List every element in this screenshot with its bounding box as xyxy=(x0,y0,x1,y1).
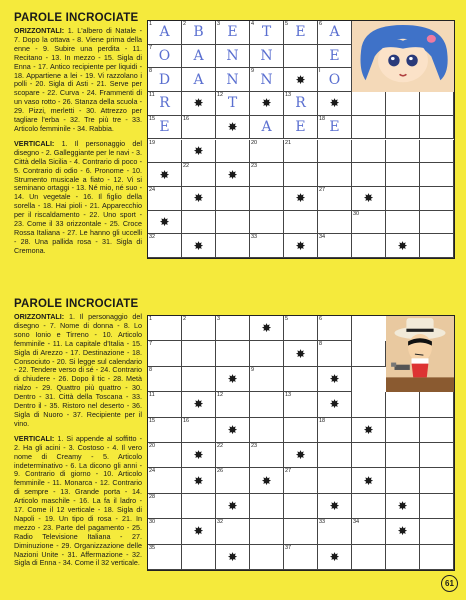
clue-number: 34 xyxy=(319,234,326,241)
handwritten-letter: N xyxy=(226,48,239,65)
black-star-icon: ✸ xyxy=(227,422,238,437)
clue-number: 28 xyxy=(149,493,156,500)
grid-cell[interactable] xyxy=(148,519,182,544)
grid-cell[interactable] xyxy=(318,418,352,443)
grid-cell[interactable] xyxy=(250,341,284,366)
grid-cell[interactable] xyxy=(386,187,420,211)
grid-cell[interactable] xyxy=(284,519,318,544)
grid-cell[interactable] xyxy=(386,545,420,570)
clue-number: 11 xyxy=(149,92,155,99)
grid-cell[interactable] xyxy=(250,418,284,443)
grid-cell xyxy=(216,545,250,570)
across-heading: ORIZZONTALI: xyxy=(14,312,65,321)
grid-cell[interactable] xyxy=(318,341,352,366)
clue-number: 26 xyxy=(217,468,224,475)
grid-cell xyxy=(352,418,386,443)
clue-number: 13 xyxy=(285,92,292,99)
grid-cell[interactable] xyxy=(216,211,250,235)
grid-cell[interactable] xyxy=(216,21,250,45)
handwritten-letter: N xyxy=(226,71,239,88)
black-star-icon: ✸ xyxy=(193,397,204,412)
grid-cell[interactable] xyxy=(148,367,182,392)
grid-cell[interactable] xyxy=(386,140,420,164)
grid-cell[interactable] xyxy=(420,187,454,211)
handwritten-letter: R xyxy=(295,95,306,112)
clue-number: 23 xyxy=(251,163,258,170)
grid-cell[interactable] xyxy=(386,468,420,493)
clue-number: 27 xyxy=(285,468,292,475)
grid-cell[interactable] xyxy=(182,116,216,140)
grid-cell xyxy=(386,494,420,519)
grid-cell[interactable] xyxy=(318,116,352,140)
grid-cell xyxy=(182,468,216,493)
grid-cell[interactable] xyxy=(216,392,250,417)
grid-cell[interactable] xyxy=(386,392,420,417)
puzzle-1-clues xyxy=(14,27,142,262)
grid-cell[interactable] xyxy=(148,443,182,468)
grid-cell[interactable] xyxy=(284,116,318,140)
black-star-icon: ✸ xyxy=(397,238,408,253)
clue-number: 9 xyxy=(251,68,255,75)
grid-cell xyxy=(148,211,182,235)
grid-cell[interactable] xyxy=(318,316,352,341)
clue-number: 15 xyxy=(149,115,156,122)
grid-cell[interactable] xyxy=(216,140,250,164)
clue-number: 32 xyxy=(149,234,156,241)
black-star-icon: ✸ xyxy=(329,549,340,564)
grid-cell[interactable] xyxy=(420,519,454,544)
grid-cell[interactable] xyxy=(284,367,318,392)
grid-cell[interactable] xyxy=(250,519,284,544)
grid-cell[interactable] xyxy=(318,519,352,544)
clue-number: I xyxy=(319,68,321,75)
grid-cell xyxy=(182,187,216,211)
grid-cell[interactable] xyxy=(420,443,454,468)
grid-cell xyxy=(352,187,386,211)
grid-cell[interactable] xyxy=(284,545,318,570)
grid-cell[interactable] xyxy=(352,211,386,235)
handwritten-letter: A xyxy=(329,24,340,41)
grid-cell[interactable] xyxy=(386,92,420,116)
grid-cell[interactable] xyxy=(318,45,352,69)
grid-cell[interactable] xyxy=(420,92,454,116)
clue-number: 3 xyxy=(217,316,221,322)
grid-cell[interactable] xyxy=(318,140,352,164)
grid-cell[interactable] xyxy=(420,211,454,235)
grid-cell[interactable] xyxy=(250,187,284,211)
grid-cell[interactable] xyxy=(182,418,216,443)
crossword-grid-1[interactable] xyxy=(147,20,455,259)
grid-cell[interactable] xyxy=(148,45,182,69)
grid-cell[interactable] xyxy=(386,443,420,468)
black-star-icon: ✸ xyxy=(227,498,238,513)
grid-cell[interactable] xyxy=(420,234,454,258)
handwritten-letter: B xyxy=(193,24,204,41)
clue-number: 22 xyxy=(217,443,224,449)
grid-cell[interactable] xyxy=(182,367,216,392)
grid-cell[interactable] xyxy=(182,45,216,69)
grid-cell[interactable] xyxy=(318,468,352,493)
grid-cell[interactable] xyxy=(352,519,386,544)
grid-cell[interactable] xyxy=(352,234,386,258)
clue-number: 22 xyxy=(183,163,190,170)
across-heading: ORIZZONTALI: xyxy=(14,26,65,35)
grid-cell[interactable] xyxy=(250,443,284,468)
clue-number: 34 xyxy=(353,519,360,526)
grid-cell[interactable] xyxy=(386,116,420,140)
grid-cell[interactable] xyxy=(216,68,250,92)
handwritten-letter: N xyxy=(260,48,273,65)
grid-cell[interactable] xyxy=(148,392,182,417)
grid-cell xyxy=(216,418,250,443)
black-star-icon: ✸ xyxy=(363,473,374,488)
grid-cell[interactable] xyxy=(284,45,318,69)
grid-cell[interactable] xyxy=(216,443,250,468)
black-star-icon: ✸ xyxy=(329,498,340,513)
grid-cell[interactable] xyxy=(182,341,216,366)
grid-cell[interactable] xyxy=(420,468,454,493)
grid-cell[interactable] xyxy=(386,211,420,235)
puzzle-2-title: PAROLE INCROCIATE xyxy=(14,298,139,310)
grid-cell[interactable] xyxy=(250,140,284,164)
grid-cell[interactable] xyxy=(284,418,318,443)
clue-number: 5 xyxy=(285,316,289,322)
grid-cell[interactable] xyxy=(250,163,284,187)
grid-cell[interactable] xyxy=(420,140,454,164)
grid-cell[interactable] xyxy=(148,341,182,366)
handwritten-letter: T xyxy=(227,95,238,112)
clue-number: 9 xyxy=(251,366,255,373)
grid-cell xyxy=(318,545,352,570)
handwritten-letter: A xyxy=(261,119,272,136)
down-heading: VERTICALI: xyxy=(14,433,55,443)
grid-cell[interactable] xyxy=(216,468,250,493)
grid-cell xyxy=(318,494,352,519)
grid-cell[interactable] xyxy=(250,211,284,235)
clue-number: 35 xyxy=(149,544,156,551)
grid-cell xyxy=(182,140,216,164)
grid-cell[interactable] xyxy=(250,68,284,92)
grid-cell[interactable] xyxy=(216,341,250,366)
clue-number: 30 xyxy=(353,210,360,217)
grid-cell xyxy=(250,92,284,116)
grid-cell[interactable] xyxy=(352,116,386,140)
clue-number: 37 xyxy=(285,544,292,551)
black-star-icon: ✸ xyxy=(193,238,204,253)
puzzle-2-clues xyxy=(14,313,142,574)
grid-cell[interactable] xyxy=(148,140,182,164)
black-star-icon: ✸ xyxy=(363,191,374,206)
black-star-icon: ✸ xyxy=(261,321,272,336)
black-star-icon: ✸ xyxy=(329,371,340,386)
clue-number: 30 xyxy=(149,519,156,526)
clue-number: 27 xyxy=(319,186,326,193)
lucky-luke-illustration xyxy=(386,316,454,392)
grid-cell[interactable] xyxy=(216,519,250,544)
grid-cell[interactable] xyxy=(352,392,386,417)
grid-cell[interactable] xyxy=(250,545,284,570)
grid-cell xyxy=(182,443,216,468)
clue-number: 8 xyxy=(319,341,323,348)
black-star-icon: ✸ xyxy=(329,397,340,412)
handwritten-letter: E xyxy=(329,119,340,136)
grid-cell[interactable] xyxy=(284,392,318,417)
grid-cell[interactable] xyxy=(284,92,318,116)
grid-cell[interactable] xyxy=(284,140,318,164)
clue-number: 15 xyxy=(149,417,156,424)
clue-number: 33 xyxy=(319,519,326,526)
grid-cell xyxy=(284,443,318,468)
grid-cell[interactable] xyxy=(386,418,420,443)
grid-cell[interactable] xyxy=(216,92,250,116)
clue-number: 20 xyxy=(149,443,156,449)
black-star-icon: ✸ xyxy=(295,448,306,463)
down-clues: 1. Si appende al soffitto - 2. Ha gli acini - 3. Costoso - 4. Il vero nome di Creamy - 5. Articolo indeterminativo - 6. La dicono gli anni - 9. Contrario di giorno - 10. Articolo femminile - 11. Monarca - 12. Contrario di sempre - 13. Grande porta - 14. Articolo maschile - 16. La fa il ladro - 17. Come il 12 verticale - 18. Sigla di Napoli - 19. Un tipo di rosa - 21. In mezzo - 23. Parte del pagamento - 25. Radio Televisione Italiana - 27. Diminuzione - 29. Organizzazione delle Nazioni Unite - 31. Affermazione - 32. Sigla di Enna - 34. Come il 32 verticale. xyxy=(14,433,142,568)
across-clues: 1. L'albero di Natale - 7. Dopo la ottava - 8. Viene prima della enne - 9. Subire una perdita - 11. Recitano - 13. In mezzo - 15. Sigla di Enna - 17. Antico recipiente per liquidi - 18. Appartiene a lei - 19. Vi razzolano i polli - 20. Sigla di Asti - 21. Serve per scopare - 22. Curva - 24. Frammenti di un vaso rotto - 26. Stanza della scuola - 29. Pizzi, merletti - 30. Attrezzo per tagliare l'erba - 32. Tre più tre - 33. Articolo femminile - 34. Rabbia. xyxy=(14,26,142,133)
grid-cell[interactable] xyxy=(250,234,284,258)
grid-cell[interactable] xyxy=(386,163,420,187)
grid-cell[interactable] xyxy=(318,21,352,45)
down-clues: 1. Il personaggio del disegno - 2. Galleggiante per le navi - 3. Città della Sicilia - 4. Contrario di poco - 5. Contrario di odio - 6. Pronome - 10. Strumento musicale a fiato - 12. Vi si seminano ortaggi - 13. Né mio, né suo - 14. Un vegetale - 16. Il figlio della sorella - 18. Hai pioli - 21. Apparecchio per il riscaldamento - 22. Uno sport - 23. Come il 33 orizzontale - 25. Croce Rossa Italiana - 27. Le hanno gli uccelli - 28. Una pallida rosa - 31. Sigla di Cremona. xyxy=(14,138,142,255)
grid-cell[interactable] xyxy=(352,92,386,116)
grid-cell xyxy=(216,116,250,140)
grid-cell[interactable] xyxy=(216,187,250,211)
grid-cell xyxy=(284,234,318,258)
grid-cell[interactable] xyxy=(318,187,352,211)
handwritten-letter: A xyxy=(159,24,170,41)
grid-cell[interactable] xyxy=(420,392,454,417)
handwritten-letter: O xyxy=(328,71,341,88)
grid-cell[interactable] xyxy=(148,316,182,341)
grid-cell[interactable] xyxy=(250,45,284,69)
grid-cell xyxy=(352,468,386,493)
black-star-icon: ✸ xyxy=(193,96,204,111)
clue-number: 13 xyxy=(285,392,292,399)
grid-cell[interactable] xyxy=(148,116,182,140)
puzzle-1-title: PAROLE INCROCIATE xyxy=(14,12,139,24)
black-star-icon: ✸ xyxy=(227,371,238,386)
grid-cell[interactable] xyxy=(420,418,454,443)
black-star-icon: ✸ xyxy=(329,96,340,111)
black-star-icon: ✸ xyxy=(193,473,204,488)
handwritten-letter: E xyxy=(329,48,340,65)
clue-number: 2 xyxy=(183,21,187,27)
grid-cell[interactable] xyxy=(182,545,216,570)
handwritten-letter: D xyxy=(158,71,171,88)
grid-cell[interactable] xyxy=(420,545,454,570)
grid-cell xyxy=(182,234,216,258)
grid-cell[interactable] xyxy=(284,316,318,341)
grid-cell[interactable] xyxy=(352,341,386,366)
clue-number: 6 xyxy=(319,21,323,27)
grid-cell[interactable] xyxy=(284,468,318,493)
grid-cell[interactable] xyxy=(148,418,182,443)
grid-cell[interactable] xyxy=(182,163,216,187)
grid-cell[interactable] xyxy=(318,211,352,235)
handwritten-letter: T xyxy=(261,24,272,41)
black-star-icon: ✸ xyxy=(295,72,306,87)
page-number: 61 xyxy=(441,575,458,592)
black-star-icon: ✸ xyxy=(295,191,306,206)
grid-cell[interactable] xyxy=(250,116,284,140)
clue-number: 6 xyxy=(319,316,323,322)
grid-cell[interactable] xyxy=(352,494,386,519)
grid-cell[interactable] xyxy=(250,392,284,417)
grid-cell[interactable] xyxy=(352,545,386,570)
clue-number: 33 xyxy=(251,234,258,241)
across-clues: 1. Il personaggio del disegno - 7. Nome di donna - 8. Lo sono Ionio e Tirreno - 10. Articolo femminile - 11. La capitale d'Italia - 15. Sigla di Arezzo - 17. Destinazione - 18. Consociuto - 20. Si legge sul calendario - 22. Tendere verso di sé - 24. Contrario di chiudere - 26. Dopo il tic - 28. Metà rialzo - 29. Quattro più quattro - 30. Dentro - 31. Città della Toscana - 33. Dentro il - 35. Ristoro nel deserto - 36. Sigla di Nuoro - 37. Recipiente per il vino. xyxy=(14,312,143,428)
clue-number: 1 xyxy=(149,316,153,322)
handwritten-letter: A xyxy=(193,48,204,65)
grid-cell[interactable] xyxy=(284,21,318,45)
grid-cell xyxy=(250,468,284,493)
grid-cell xyxy=(216,367,250,392)
down-heading: VERTICALI: xyxy=(14,138,55,148)
black-star-icon: ✸ xyxy=(261,96,272,111)
clue-number: 21 xyxy=(285,139,292,146)
clue-number: 24 xyxy=(149,468,156,475)
grid-cell[interactable] xyxy=(284,163,318,187)
grid-cell[interactable] xyxy=(250,494,284,519)
handwritten-letter: E xyxy=(159,119,170,136)
black-star-icon: ✸ xyxy=(295,238,306,253)
handwritten-letter: E xyxy=(295,119,306,136)
clue-number: 18 xyxy=(319,115,326,122)
clue-number: 12 xyxy=(217,392,224,399)
clue-number: 7 xyxy=(149,341,153,348)
grid-cell xyxy=(318,367,352,392)
grid-cell xyxy=(182,519,216,544)
grid-cell[interactable] xyxy=(318,163,352,187)
handwritten-letter: E xyxy=(295,24,306,41)
grid-cell[interactable] xyxy=(420,494,454,519)
grid-cell[interactable] xyxy=(182,68,216,92)
black-star-icon: ✸ xyxy=(227,549,238,564)
clue-number: 32 xyxy=(217,519,224,526)
grid-cell[interactable] xyxy=(250,21,284,45)
grid-cell xyxy=(386,519,420,544)
grid-cell[interactable] xyxy=(216,45,250,69)
grid-cell[interactable] xyxy=(148,187,182,211)
grid-cell[interactable] xyxy=(250,367,284,392)
grid-cell xyxy=(216,494,250,519)
grid-cell[interactable] xyxy=(182,316,216,341)
black-star-icon: ✸ xyxy=(159,167,170,182)
black-star-icon: ✸ xyxy=(159,214,170,229)
crossword-grid-2[interactable] xyxy=(147,315,455,571)
grid-cell xyxy=(182,392,216,417)
black-star-icon: ✸ xyxy=(227,167,238,182)
grid-cell[interactable] xyxy=(284,494,318,519)
grid-cell xyxy=(182,92,216,116)
grid-cell[interactable] xyxy=(182,494,216,519)
grid-cell[interactable] xyxy=(182,211,216,235)
black-star-icon: ✸ xyxy=(397,498,408,513)
grid-cell xyxy=(284,187,318,211)
handwritten-letter: N xyxy=(260,71,273,88)
grid-cell[interactable] xyxy=(148,92,182,116)
clue-number: 5 xyxy=(285,21,289,27)
grid-cell xyxy=(386,234,420,258)
clue-number: 4 xyxy=(251,21,255,27)
grid-cell[interactable] xyxy=(148,68,182,92)
clue-number: 16 xyxy=(183,115,190,122)
grid-cell xyxy=(148,163,182,187)
black-star-icon: ✸ xyxy=(193,524,204,539)
grid-cell[interactable] xyxy=(148,545,182,570)
black-star-icon: ✸ xyxy=(397,524,408,539)
black-star-icon: ✸ xyxy=(295,346,306,361)
grid-cell[interactable] xyxy=(148,234,182,258)
clue-number: 19 xyxy=(149,139,156,146)
grid-cell[interactable] xyxy=(352,140,386,164)
clue-number: 24 xyxy=(149,186,156,193)
clue-number: 2 xyxy=(183,316,187,322)
clue-number: 12 xyxy=(217,92,224,99)
clue-number: 3 xyxy=(217,21,221,27)
clue-number: 16 xyxy=(183,417,190,424)
clue-number: 18 xyxy=(319,417,326,424)
clue-number: 8 xyxy=(149,366,153,373)
handwritten-letter: O xyxy=(158,48,171,65)
grid-cell xyxy=(318,392,352,417)
grid-cell xyxy=(284,68,318,92)
clue-number: 1 xyxy=(149,21,153,27)
grid-cell[interactable] xyxy=(284,211,318,235)
black-star-icon: ✸ xyxy=(193,448,204,463)
black-star-icon: ✸ xyxy=(227,120,238,135)
grid-cell[interactable] xyxy=(352,163,386,187)
clue-number: 8 xyxy=(149,68,153,75)
handwritten-letter: A xyxy=(193,71,204,88)
clue-number: 23 xyxy=(251,443,258,449)
grid-cell xyxy=(284,341,318,366)
grid-cell[interactable] xyxy=(318,234,352,258)
grid-cell[interactable] xyxy=(352,443,386,468)
clue-number: 20 xyxy=(251,139,258,146)
clue-number: 11 xyxy=(149,392,155,399)
clue-number: 7 xyxy=(149,44,153,51)
black-star-icon: ✸ xyxy=(363,422,374,437)
black-star-icon: ✸ xyxy=(261,473,272,488)
grid-cell[interactable] xyxy=(148,468,182,493)
grid-cell[interactable] xyxy=(420,163,454,187)
grid-cell xyxy=(250,316,284,341)
grid-cell[interactable] xyxy=(182,21,216,45)
black-star-icon: ✸ xyxy=(193,143,204,158)
grid-cell xyxy=(318,92,352,116)
grid-cell[interactable] xyxy=(148,494,182,519)
creamy-illustration xyxy=(352,21,454,92)
grid-cell[interactable] xyxy=(148,21,182,45)
grid-cell[interactable] xyxy=(318,68,352,92)
grid-cell[interactable] xyxy=(216,316,250,341)
grid-cell[interactable] xyxy=(318,443,352,468)
grid-cell[interactable] xyxy=(216,234,250,258)
handwritten-letter: E xyxy=(227,24,238,41)
grid-cell xyxy=(216,163,250,187)
grid-cell[interactable] xyxy=(420,116,454,140)
black-star-icon: ✸ xyxy=(193,191,204,206)
handwritten-letter: R xyxy=(159,95,170,112)
